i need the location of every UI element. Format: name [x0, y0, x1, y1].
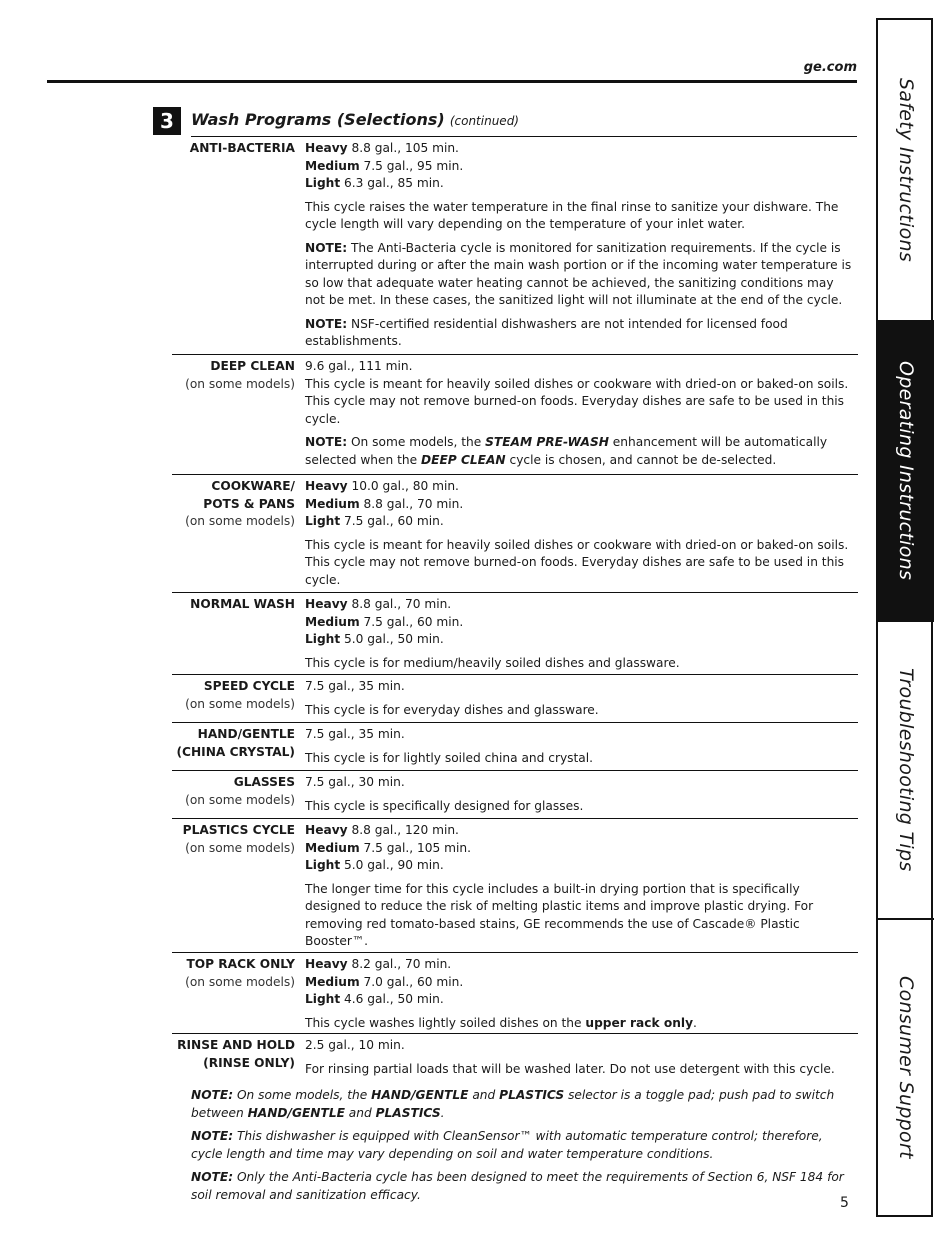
- program-anti-bacteria: [172, 137, 858, 352]
- program-note: NOTE: NSF-certified residential dishwashers are not intended for licensed food establishments.: [305, 316, 788, 348]
- program-details: [305, 1037, 857, 1084]
- program-name: COOKWARE/ POTS & PANS (on some models): [185, 479, 295, 528]
- program-description: This cycle is for lightly soiled china and crystal.: [305, 750, 594, 765]
- program-name: DEEP CLEAN (on some models): [185, 359, 295, 391]
- note-cleansensor: NOTE: This dishwasher is equipped with CleanSensor™ with automatic temperature control; therefore, cycle length and time may vary depending on soil and water temperature conditions.: [191, 1129, 823, 1161]
- spec-medium: Medium 7.5 gal., 60 min.: [305, 614, 464, 629]
- spec-light: Light 6.3 gal., 85 min.: [305, 176, 444, 190]
- program-description: This cycle is specifically designed for glasses.: [305, 798, 584, 813]
- section-continued: (continued): [449, 114, 519, 128]
- program-note: NOTE: The Anti-Bacteria cycle is monitored for sanitization requirements. If the cycle is interrupted during or after the main wash portion or if the incoming water temperature is so low that adequate water heating cannot be achieved, the sanitizing conditions may not be met. In these cases, the sanitized light will not illuminate at the end of the cycle.: [305, 240, 852, 307]
- program-details: [305, 140, 857, 357]
- spec-heavy: Heavy 8.8 gal., 105 min.: [305, 141, 459, 155]
- program-name: SPEED CYCLE (on some models): [185, 679, 295, 711]
- section-number: 3: [153, 107, 181, 135]
- program-hand-gentle: [172, 722, 858, 769]
- program-details: [305, 678, 857, 725]
- program-description: The longer time for this cycle includes a built-in drying portion that is specifically designed to reduce the risk of melting plastic items and improve plastic drying. For removing red tomato-based stains, GE recommends the use of Cascade® Plastic Booster™.: [305, 881, 814, 948]
- spec: 7.5 gal., 35 min.: [305, 727, 405, 741]
- spec: 7.5 gal., 30 min.: [305, 775, 405, 789]
- program-description: This cycle is for medium/heavily soiled dishes and glassware.: [305, 655, 680, 670]
- program-details: [305, 478, 857, 595]
- header-rule: [47, 80, 857, 83]
- program-name: HAND/GENTLE (CHINA CRYSTAL): [176, 727, 295, 759]
- site-url: ge.com: [803, 60, 857, 75]
- spec-medium: Medium 8.8 gal., 70 min.: [305, 496, 464, 511]
- spec-light: Light 5.0 gal., 90 min.: [305, 858, 444, 872]
- tab-safety-instructions[interactable]: Safety Instructions: [878, 20, 934, 322]
- program-name: TOP RACK ONLY (on some models): [185, 957, 295, 989]
- program-name: ANTI-BACTERIA: [189, 141, 295, 155]
- program-description: This cycle washes lightly soiled dishes on the upper rack only.: [305, 1015, 697, 1030]
- spec-medium: Medium 7.0 gal., 60 min.: [305, 974, 464, 989]
- program-rinse-and-hold: [172, 1033, 858, 1080]
- note-toggle-pad: NOTE: On some models, the HAND/GENTLE and PLASTICS selector is a toggle pad; push pad to switch between HAND/GENTLE and PLASTICS.: [191, 1088, 835, 1120]
- program-details: [305, 726, 857, 773]
- tab-troubleshooting-tips[interactable]: Troubleshooting Tips: [878, 622, 934, 920]
- program-name: PLASTICS CYCLE (on some models): [182, 823, 295, 855]
- program-details: [305, 358, 857, 475]
- footnotes: [191, 1087, 851, 1210]
- spec-medium: Medium 7.5 gal., 105 min.: [305, 840, 472, 855]
- spec-heavy: Heavy 8.8 gal., 120 min.: [305, 823, 459, 837]
- program-cookware: [172, 474, 858, 591]
- tab-edge: [931, 18, 933, 1217]
- section-title: [191, 110, 519, 129]
- program-details: [305, 956, 857, 1038]
- spec: 9.6 gal., 111 min.: [305, 359, 413, 373]
- program-normal-wash: [172, 592, 858, 673]
- spec-light: Light 7.5 gal., 60 min.: [305, 514, 444, 528]
- program-description: This cycle raises the water temperature in the final rinse to sanitize your dishware. The cycle length will vary depending on the temperature of your inlet water.: [305, 199, 839, 231]
- spec-light: Light 5.0 gal., 50 min.: [305, 632, 444, 646]
- side-tabs: [876, 18, 932, 1217]
- spec-heavy: Heavy 8.2 gal., 70 min.: [305, 957, 452, 971]
- tab-consumer-support[interactable]: Consumer Support: [895, 976, 917, 1159]
- spec: 2.5 gal., 10 min.: [305, 1038, 405, 1052]
- program-note: NOTE: On some models, the STEAM PRE-WASH enhancement will be automatically selected when the DEEP CLEAN cycle is chosen, and cannot be de-selected.: [305, 435, 828, 467]
- spec-heavy: Heavy 10.0 gal., 80 min.: [305, 479, 459, 493]
- program-speed-cycle: [172, 674, 858, 721]
- spec-medium: Medium 7.5 gal., 95 min.: [305, 158, 464, 173]
- spec: 7.5 gal., 35 min.: [305, 679, 405, 693]
- program-deep-clean: [172, 354, 858, 473]
- tab-operating-instructions[interactable]: Operating Instructions: [878, 322, 934, 622]
- section-title-text: Wash Programs (Selections): [191, 110, 445, 129]
- program-details: [305, 822, 857, 957]
- program-name: NORMAL WASH: [190, 597, 295, 611]
- program-description: This cycle is for everyday dishes and glassware.: [305, 702, 599, 717]
- program-description: For rinsing partial loads that will be washed later. Do not use detergent with this cycle.: [305, 1061, 835, 1076]
- program-details: [305, 774, 857, 821]
- program-top-rack-only: [172, 952, 858, 1033]
- program-description: This cycle is meant for heavily soiled dishes or cookware with dried-on or baked-on soils. This cycle may not remove burned-on foods. Everyday dishes are safe to be used in this cycle.: [305, 376, 849, 426]
- page-number: 5: [840, 1195, 849, 1211]
- program-name: GLASSES (on some models): [185, 775, 295, 807]
- program-glasses: [172, 770, 858, 817]
- spec-light: Light 4.6 gal., 50 min.: [305, 992, 444, 1006]
- program-details: [305, 596, 857, 678]
- program-plastics-cycle: [172, 818, 858, 951]
- note-nsf: NOTE: Only the Anti-Bacteria cycle has been designed to meet the requirements of Section 6, NSF 184 for soil removal and sanitization efficacy.: [191, 1170, 844, 1202]
- spec-heavy: Heavy 8.8 gal., 70 min.: [305, 597, 452, 611]
- program-name: RINSE AND HOLD (RINSE ONLY): [177, 1038, 295, 1070]
- program-description: This cycle is meant for heavily soiled dishes or cookware with dried-on or baked-on soils. This cycle may not remove burned-on foods. Everyday dishes are safe to be used in this cycle.: [305, 537, 849, 587]
